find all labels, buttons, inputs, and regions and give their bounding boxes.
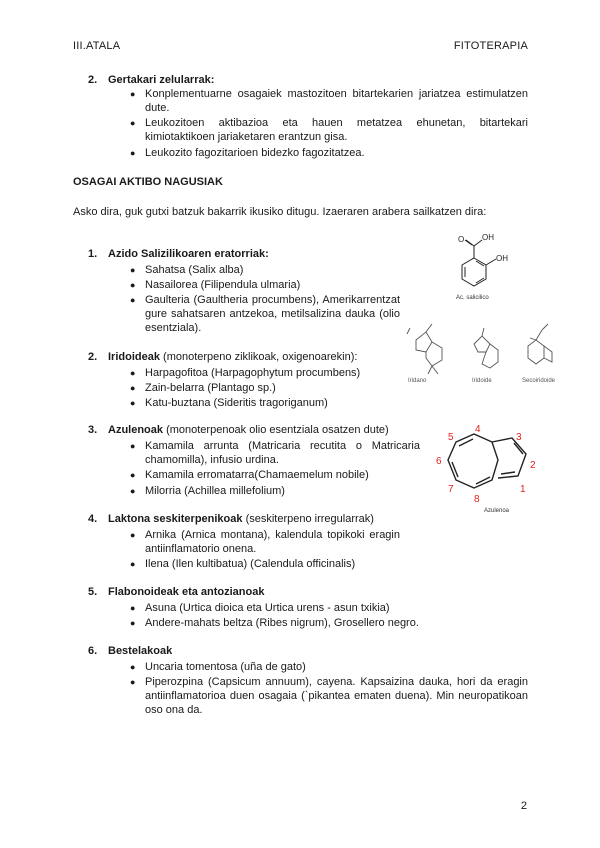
intro-number: 2. bbox=[88, 74, 98, 86]
group-bullet: Gaulteria (Gaultheria procumbens), Amerikarrentzat gure sahatsaren antzekoa, metilsalizina dauka (olio esentziala). bbox=[145, 294, 400, 334]
azulene-number: 5 bbox=[448, 432, 454, 443]
group-bullet: Uncaria tomentosa (uña de gato) bbox=[145, 661, 306, 673]
oxygen-label: O bbox=[458, 235, 465, 244]
group-number: 1. bbox=[88, 248, 98, 260]
bullet-dot: ● bbox=[130, 383, 136, 393]
group-title: Flabonoideak eta antozianoak bbox=[108, 586, 265, 598]
bullet-dot: ● bbox=[130, 486, 136, 496]
section-title: OSAGAI AKTIBO NAGUSIAK bbox=[73, 176, 223, 188]
intro-bullet: Leukozito fagozitarioen bidezko fagozitatzea. bbox=[145, 147, 365, 159]
header-right: FITOTERAPIA bbox=[453, 40, 528, 52]
hydroxyl-label: OH bbox=[482, 233, 494, 242]
group-number: 5. bbox=[88, 586, 98, 598]
group-bullet: Kamamila arrunta (Matricaria recutita o Matricaria chamomilla), infusio urdina. bbox=[145, 440, 420, 466]
bullet-dot: ● bbox=[130, 295, 136, 305]
azulene-structure bbox=[432, 420, 552, 516]
azulene-caption: Azulenoa bbox=[484, 508, 510, 514]
bullet-dot: ● bbox=[130, 118, 136, 128]
azulene-number: 1 bbox=[520, 484, 526, 495]
group-bullet: Zain-belarra (Plantago sp.) bbox=[145, 382, 276, 394]
group-bullet: Asuna (Urtica dioica eta Urtica urens - asun txikia) bbox=[145, 602, 390, 614]
azulene-number: 4 bbox=[475, 424, 481, 435]
bullet-dot: ● bbox=[130, 470, 136, 480]
intro-paragraph: Asko dira, guk gutxi batzuk bakarrik ikusiko ditugu. Izaeraren arabera sailkatzen dira: bbox=[73, 206, 487, 218]
group-title: Laktona seskiterpenikoak (seskiterpeno irregularrak) bbox=[108, 513, 374, 525]
group-bullet: Andere-mahats beltza (Ribes nigrum), Grosellero negro. bbox=[145, 617, 419, 629]
iridoide-caption: Iridoide bbox=[472, 378, 492, 384]
salicylic-caption: Ac. salicilico bbox=[456, 295, 489, 301]
group-bullet: Nasailorea (Filipendula ulmaria) bbox=[145, 279, 301, 291]
hydroxyl-label: OH bbox=[496, 254, 508, 263]
bullet-dot: ● bbox=[130, 603, 136, 613]
iridano-caption: Iridano bbox=[408, 378, 427, 384]
bullet-dot: ● bbox=[130, 662, 136, 672]
group-bullet: Piperozpina (Capsicum annuum), cayena. Kapsaizina dauka, hori da eragin antiinflamatorioa duen osagaia (`pikantea ematen duena). Min neuropatikoan oso ona da. bbox=[145, 676, 528, 716]
group-title: Azulenoak (monoterpenoak olio esentziala osatzen dute) bbox=[108, 424, 389, 436]
group-bullet: Ilena (Ilen kultibatua) (Calendula officinalis) bbox=[145, 558, 356, 570]
group-title: Iridoideak (monoterpeno ziklikoak, oxigenoarekin): bbox=[108, 351, 358, 363]
azulene-number: 3 bbox=[516, 432, 522, 443]
bullet-dot: ● bbox=[130, 530, 136, 540]
group-bullet: Milorria (Achillea millefolium) bbox=[145, 485, 285, 497]
group-title: Bestelakoak bbox=[108, 645, 173, 657]
group-bullet: Katu-buztana (Sideritis tragoriganum) bbox=[145, 397, 328, 409]
bullet-dot: ● bbox=[130, 368, 136, 378]
salicylic-acid-structure bbox=[440, 228, 540, 306]
group-bullet: Harpagofitoa (Harpagophytum procumbens) bbox=[145, 367, 361, 379]
bullet-dot: ● bbox=[130, 559, 136, 569]
intro-title: Gertakari zelularrak: bbox=[108, 74, 215, 86]
group-bullet: Arnika (Arnica montana), kalendula topikoki eragin antiinflamatorio onena. bbox=[145, 529, 400, 555]
intro-bullet: Leukozitoen aktibazioa eta hauen metatzea ehunetan, bitartekari kimiotaktikoen jariaketaren erantzun gisa. bbox=[145, 117, 528, 143]
iridoid-structures bbox=[402, 318, 572, 388]
azulene-number: 7 bbox=[448, 484, 454, 495]
group-bullet: Sahatsa (Salix alba) bbox=[145, 264, 244, 276]
azulene-number: 6 bbox=[436, 456, 442, 467]
bullet-dot: ● bbox=[130, 441, 136, 451]
group-title: Azido Salizilikoaren eratorriak: bbox=[108, 248, 269, 260]
secoiridoide-caption: Secoiridoide bbox=[522, 378, 556, 384]
page-number: 2 bbox=[520, 800, 527, 812]
group-number: 2. bbox=[88, 351, 98, 363]
header-left: III.ATALA bbox=[73, 40, 121, 52]
bullet-dot: ● bbox=[130, 89, 136, 99]
bullet-dot: ● bbox=[130, 618, 136, 628]
group-number: 3. bbox=[88, 424, 98, 436]
group-number: 4. bbox=[88, 513, 98, 525]
azulene-number: 8 bbox=[474, 494, 480, 505]
group-bullet: Kamamila erromatarra(Chamaemelum nobile) bbox=[145, 469, 369, 481]
bullet-dot: ● bbox=[130, 148, 136, 158]
bullet-dot: ● bbox=[130, 265, 136, 275]
group-number: 6. bbox=[88, 645, 98, 657]
intro-bullet: Konplementuarne osagaiek mastozitoen bitartekarien jariatzea estimulatzen dute. bbox=[145, 88, 528, 114]
azulene-number: 2 bbox=[530, 460, 536, 471]
bullet-dot: ● bbox=[130, 280, 136, 290]
bullet-dot: ● bbox=[130, 398, 136, 408]
bullet-dot: ● bbox=[130, 677, 136, 687]
